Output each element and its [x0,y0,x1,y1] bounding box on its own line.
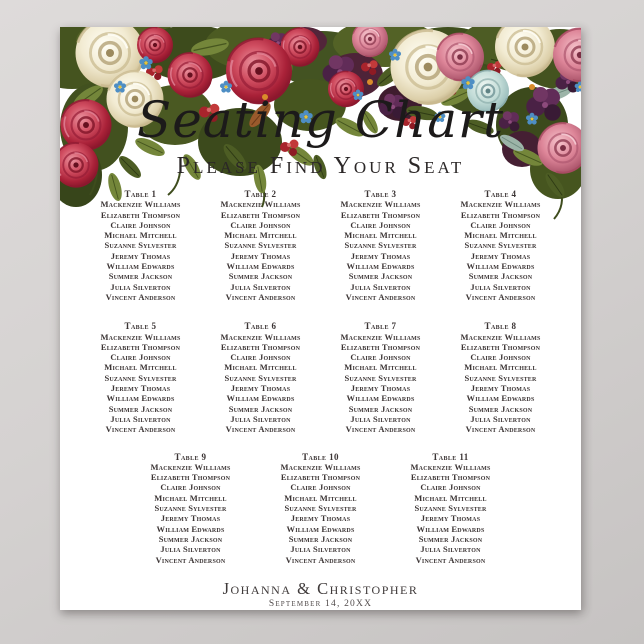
guest-name: Claire Johnson [350,352,411,363]
guest-name: Elizabeth Thompson [280,472,361,483]
table-block [126,452,256,565]
guest-name: William Edwards [106,393,175,404]
guest-name: Claire Johnson [420,482,481,493]
guest-name: Vincent Anderson [465,291,536,302]
guest-name: Mackenzie Williams [220,331,301,342]
guest-name: Mackenzie Williams [280,461,361,472]
guest-name: Elizabeth Thompson [340,209,421,220]
event-date: September 14, 20XX [268,599,373,609]
guest-name: Michael Mitchell [344,362,417,373]
guest-name: William Edwards [466,393,535,404]
guest-name: Summer Jackson [158,533,223,544]
guest-name: Jeremy Thomas [290,513,351,524]
guest-name: Michael Mitchell [104,362,177,373]
table-label: Table 6 [244,321,277,332]
guest-name: Julia Silverton [290,544,351,555]
guest-name: Summer Jackson [228,271,293,282]
guest-name: Mackenzie Williams [340,199,421,210]
table-label: Table 4 [484,189,517,199]
guest-name: Jeremy Thomas [470,250,531,261]
guest-name: Jeremy Thomas [110,383,171,394]
table-block [256,452,386,565]
guest-name: Julia Silverton [110,413,171,424]
guest-name: Julia Silverton [470,413,531,424]
guest-name: Claire Johnson [160,482,221,493]
guest-name: Suzanne Sylvester [104,240,177,251]
guest-name: Claire Johnson [470,352,531,363]
guest-name: Claire Johnson [290,482,351,493]
table-label: Table 2 [244,189,277,199]
guest-name: Summer Jackson [108,271,173,282]
guest-name: Claire Johnson [230,352,291,363]
table-label: Table 9 [174,451,207,462]
guest-name: Suzanne Sylvester [284,503,357,514]
table-label: Table 7 [364,321,397,332]
guest-name: Julia Silverton [350,281,411,292]
guest-name: Claire Johnson [230,219,291,230]
guest-name: Julia Silverton [110,281,171,292]
table-block [441,321,561,434]
guest-name: Suzanne Sylvester [104,372,177,383]
guest-name: William Edwards [416,523,485,534]
guest-name: Summer Jackson [468,271,533,282]
table-block [201,189,321,302]
guest-name: Suzanne Sylvester [464,372,537,383]
guest-name: Summer Jackson [288,533,353,544]
table-label: Table 8 [484,321,517,332]
table-block [386,452,516,565]
guest-name: William Edwards [466,261,535,272]
guest-name: William Edwards [346,261,415,272]
table-block [321,321,441,434]
guest-name: Summer Jackson [348,271,413,282]
poster-subtitle: Please Find Your Seat [176,153,465,179]
guest-name: Mackenzie Williams [340,331,421,342]
guest-name: William Edwards [346,393,415,404]
guest-name: Julia Silverton [230,413,291,424]
guest-name: Summer Jackson [108,403,173,414]
guest-name: William Edwards [106,261,175,272]
guest-name: Suzanne Sylvester [344,240,417,251]
guest-name: Vincent Anderson [225,291,296,302]
guest-name: Vincent Anderson [415,554,486,565]
guest-name: Elizabeth Thompson [220,209,301,220]
guest-name: Michael Mitchell [154,492,227,503]
guest-name: Julia Silverton [230,281,291,292]
guest-name: William Edwards [286,523,355,534]
guest-name: Julia Silverton [470,281,531,292]
guest-name: Elizabeth Thompson [100,341,181,352]
guest-name: Michael Mitchell [464,230,537,241]
table-label: Table 3 [364,189,397,199]
table-row [60,452,581,565]
guest-name: Mackenzie Williams [460,331,541,342]
table-block [81,321,201,434]
guest-name: Jeremy Thomas [350,383,411,394]
guest-name: Claire Johnson [350,219,411,230]
guest-name: Jeremy Thomas [350,250,411,261]
table-label: Table 5 [124,321,157,332]
tables-grid [60,189,581,584]
guest-name: Mackenzie Williams [150,461,231,472]
guest-name: Vincent Anderson [345,291,416,302]
table-block [201,321,321,434]
table-block [321,189,441,302]
guest-name: Jeremy Thomas [160,513,221,524]
guest-name: Claire Johnson [470,219,531,230]
guest-name: Vincent Anderson [155,554,226,565]
table-label: Table 10 [302,451,339,462]
guest-name: Jeremy Thomas [230,383,291,394]
guest-name: Summer Jackson [228,403,293,414]
guest-name: Michael Mitchell [414,492,487,503]
guest-name: Julia Silverton [160,544,221,555]
table-row [60,189,581,302]
guest-name: Summer Jackson [348,403,413,414]
couple-names: Johanna & Christopher [222,579,419,598]
guest-name: Julia Silverton [420,544,481,555]
poster-title: Seating Chart [136,91,505,149]
guest-name: Vincent Anderson [465,424,536,435]
guest-name: Suzanne Sylvester [224,372,297,383]
guest-name: Claire Johnson [110,219,171,230]
guest-name: Elizabeth Thompson [220,341,301,352]
guest-name: Suzanne Sylvester [154,503,227,514]
guest-name: Elizabeth Thompson [410,472,491,483]
table-label: Table 11 [432,451,469,462]
guest-name: Suzanne Sylvester [414,503,487,514]
guest-name: Vincent Anderson [105,424,176,435]
guest-name: Elizabeth Thompson [150,472,231,483]
guest-name: Vincent Anderson [285,554,356,565]
guest-name: Elizabeth Thompson [460,209,541,220]
guest-name: Claire Johnson [110,352,171,363]
guest-name: Summer Jackson [468,403,533,414]
guest-name: Michael Mitchell [284,492,357,503]
guest-name: Mackenzie Williams [100,331,181,342]
guest-name: Jeremy Thomas [110,250,171,261]
guest-name: Michael Mitchell [224,230,297,241]
guest-name: Suzanne Sylvester [464,240,537,251]
guest-name: Vincent Anderson [345,424,416,435]
guest-name: Elizabeth Thompson [340,341,421,352]
guest-name: Jeremy Thomas [470,383,531,394]
guest-name: Elizabeth Thompson [460,341,541,352]
guest-name: William Edwards [226,261,295,272]
guest-name: Julia Silverton [350,413,411,424]
poster-footer [60,580,581,610]
guest-name: William Edwards [156,523,225,534]
guest-name: Suzanne Sylvester [224,240,297,251]
guest-name: Michael Mitchell [344,230,417,241]
seating-chart-poster [60,27,581,610]
table-label: Table 1 [124,189,157,199]
guest-name: William Edwards [226,393,295,404]
guest-name: Mackenzie Williams [460,199,541,210]
table-block [81,189,201,302]
table-row [60,321,581,434]
guest-name: Jeremy Thomas [420,513,481,524]
guest-name: Vincent Anderson [105,291,176,302]
guest-name: Mackenzie Williams [220,199,301,210]
guest-name: Mackenzie Williams [410,461,491,472]
guest-name: Jeremy Thomas [230,250,291,261]
guest-name: Mackenzie Williams [100,199,181,210]
guest-name: Michael Mitchell [224,362,297,373]
guest-name: Michael Mitchell [464,362,537,373]
guest-name: Summer Jackson [418,533,483,544]
guest-name: Vincent Anderson [225,424,296,435]
table-block [441,189,561,302]
guest-name: Suzanne Sylvester [344,372,417,383]
guest-name: Elizabeth Thompson [100,209,181,220]
guest-name: Michael Mitchell [104,230,177,241]
